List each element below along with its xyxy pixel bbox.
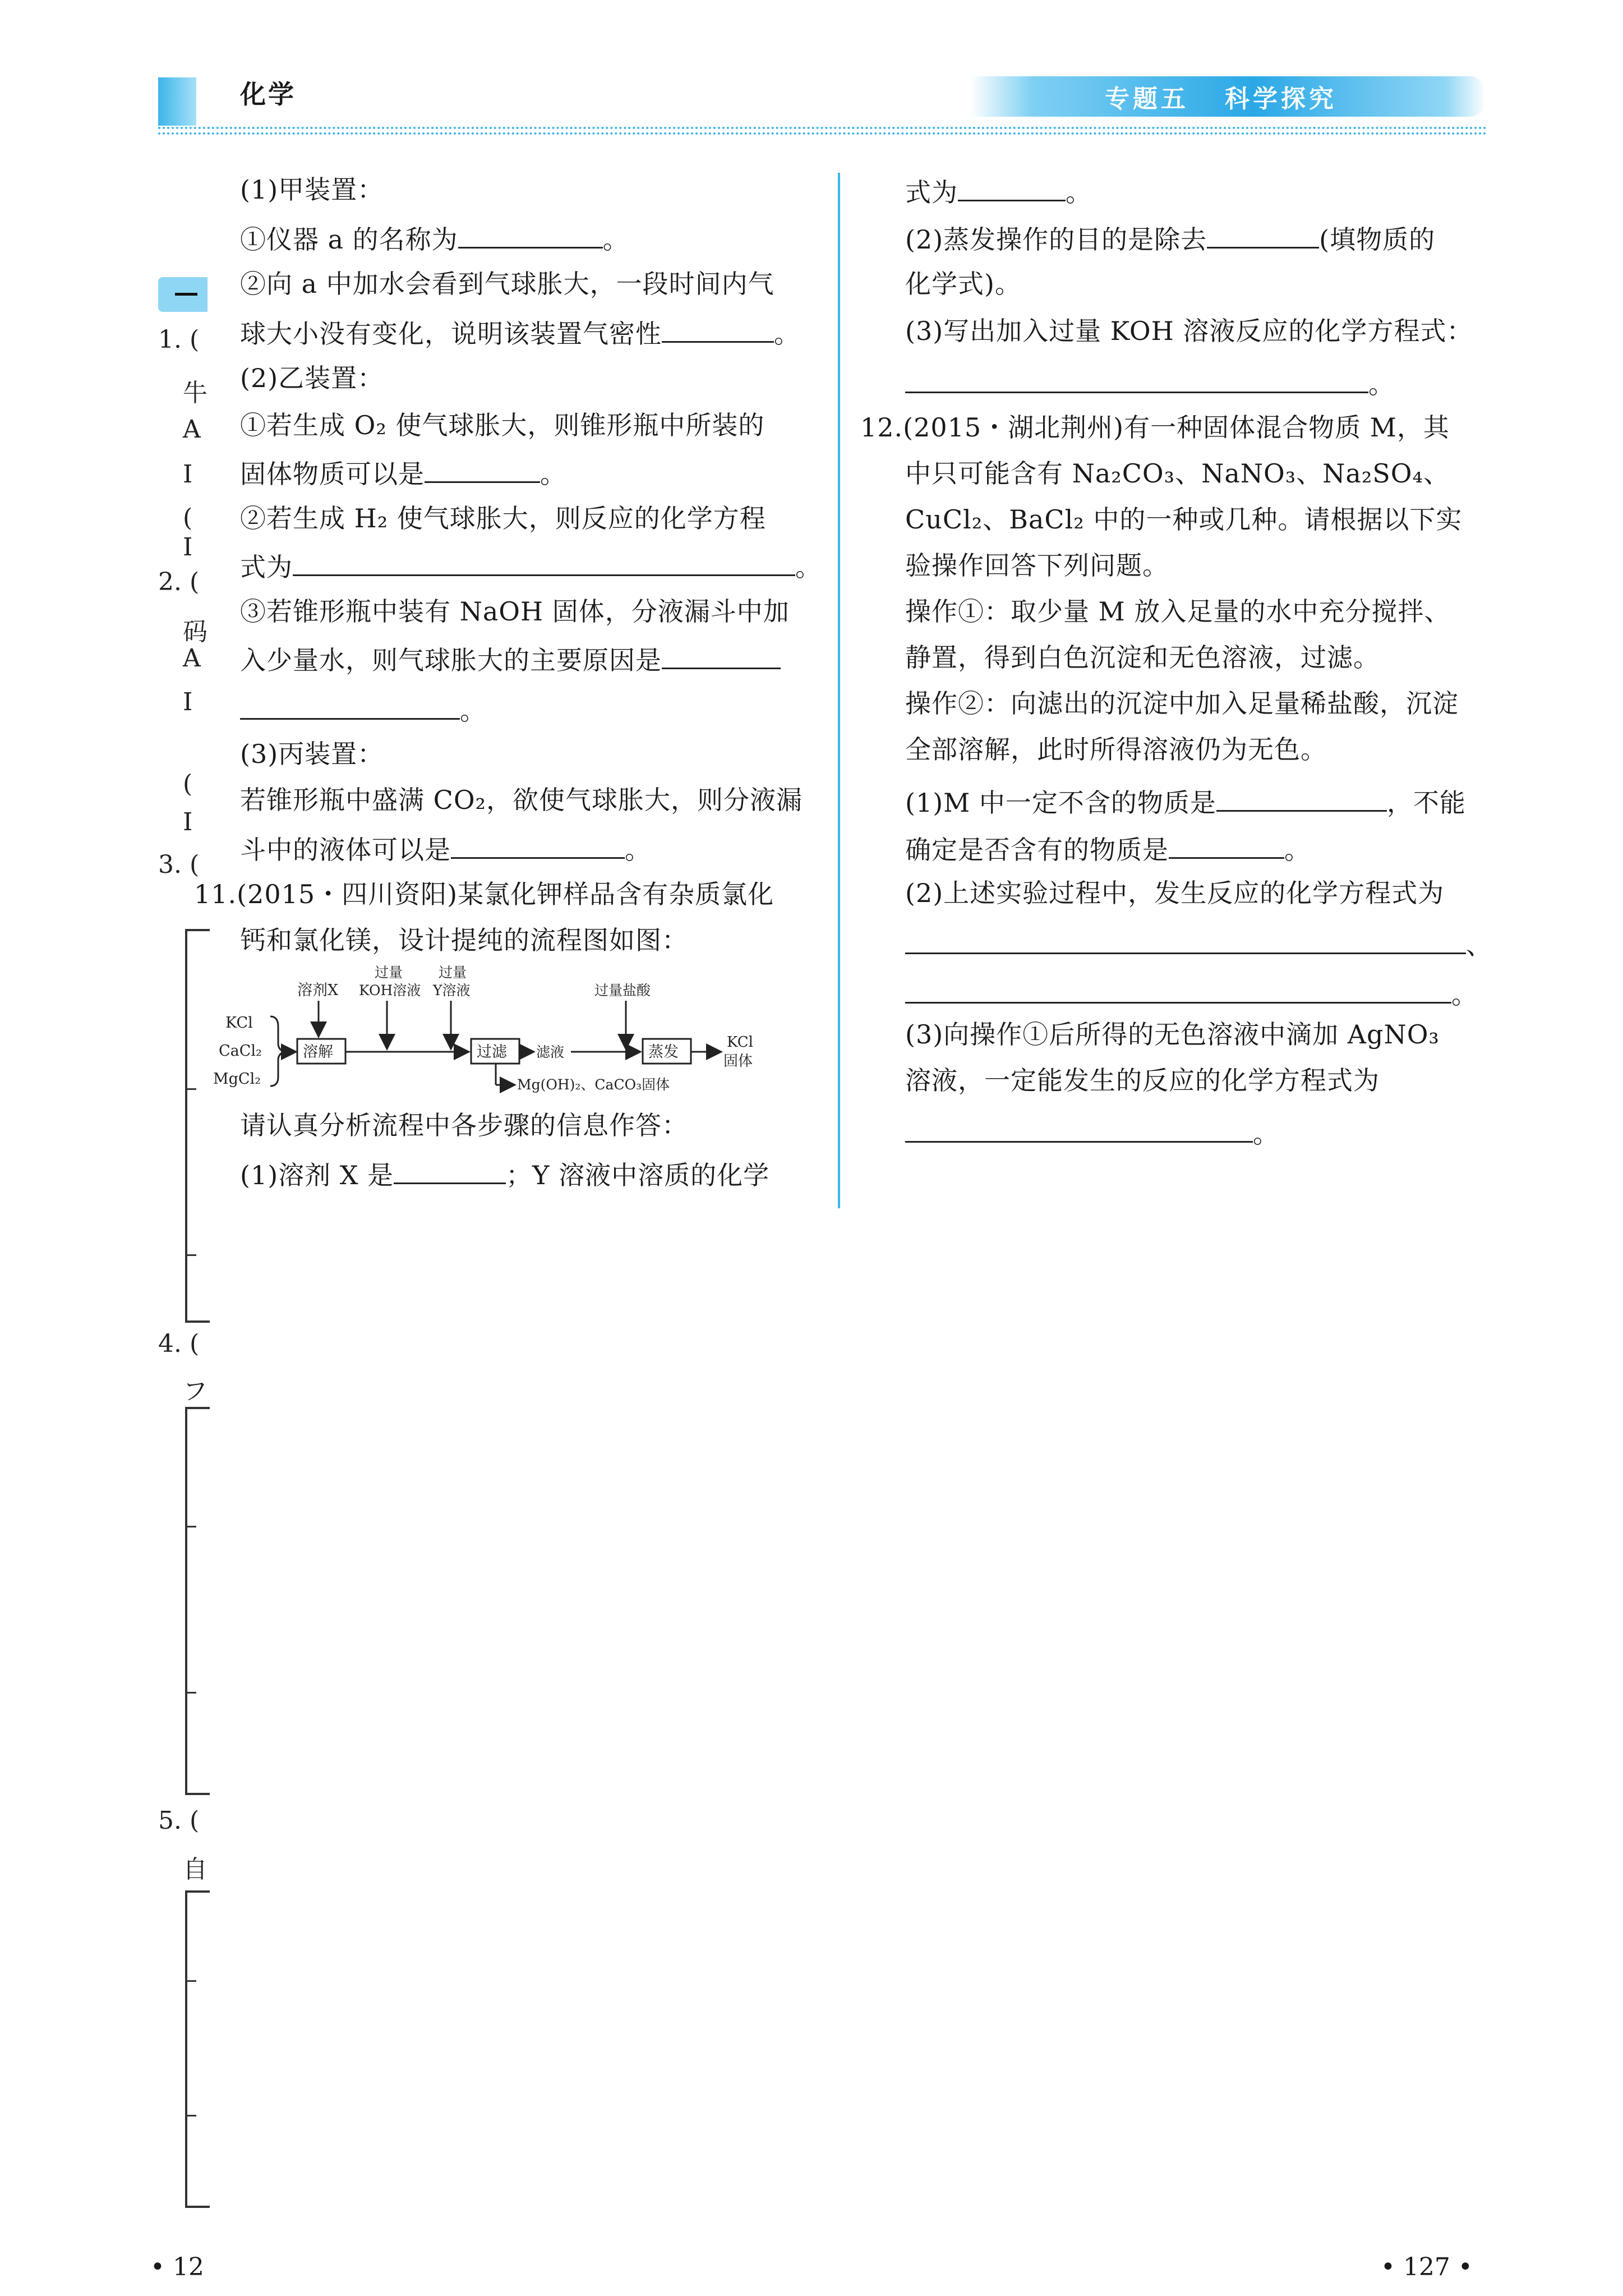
fragment-text: フ — [183, 1377, 208, 1406]
fragment-text: 牛 — [183, 379, 208, 407]
flow-output: KCl — [727, 1034, 753, 1051]
col2-line-21: 。 — [905, 1113, 1279, 1152]
fragment-tick — [186, 1980, 196, 1982]
col2-line-15: 确定是否含有的物质是 。 — [905, 829, 1311, 868]
col1-line-19: (1)溶剂 X 是 ；Y 溶液中溶质的化学 — [240, 1154, 769, 1193]
answer-blank[interactable] — [293, 546, 795, 576]
answer-blank[interactable] — [451, 829, 625, 859]
question-11-title: 11.(2015・四川资阳)某氯化钾样品含有杂质氯化 — [194, 879, 774, 909]
col2-line-7: 中只可能含有 Na₂CO₃、NaNO₃、Na₂SO₄、 — [905, 458, 1450, 489]
col2-line-1: 式为 。 — [905, 172, 1092, 210]
header-divider — [158, 127, 1487, 129]
header-divider-2 — [158, 132, 1487, 135]
answer-blank[interactable] — [662, 639, 781, 669]
flow-reagent-x: 溶剂X — [297, 982, 339, 999]
col1-line-10: ③若锥形瓶中装有 NaOH 固体，分液漏斗中加 — [240, 596, 790, 627]
col2-line-12: 操作②：向滤出的沉淀中加入足量稀盐酸，沉淀 — [905, 688, 1459, 719]
col1-line-17: 钙和氯化镁，设计提纯的流程图如图： — [240, 925, 688, 955]
fragment-tick — [186, 1254, 196, 1256]
fragment-tick — [186, 1692, 196, 1694]
answer-blank[interactable] — [425, 453, 540, 483]
col1-line-13: (3)丙装置： — [240, 739, 384, 769]
fragment-tick — [186, 1088, 196, 1090]
fragment-tick — [186, 2115, 196, 2116]
col2-line-8: CuCl₂、BaCl₂ 中的一种或几种。请根据以下实 — [905, 504, 1463, 535]
col1-line-7: 固体物质可以是 。 — [240, 453, 566, 492]
fragment-text: A — [183, 644, 201, 673]
fragment-text: A — [183, 415, 201, 444]
answer-blank[interactable] — [394, 1154, 506, 1184]
fragment-text: 5. ( — [158, 1806, 200, 1835]
fragment-text: I — [183, 460, 193, 489]
column-divider — [838, 173, 840, 1208]
flow-box-dissolve-label: 溶解 — [303, 1043, 333, 1061]
page-number: • 127 • — [1381, 2253, 1473, 2281]
fragment-text: I — [183, 533, 193, 562]
fragment-bracket — [185, 1890, 210, 2208]
fragment-text: ( — [183, 770, 193, 798]
answer-blank[interactable] — [1207, 219, 1319, 249]
header-topic: 专题五 科学探究 — [1105, 85, 1337, 113]
header-left-tab — [158, 77, 196, 126]
answer-blank[interactable] — [905, 1113, 1253, 1143]
flow-reagent-y-qty: 过量 — [439, 964, 467, 981]
col1-line-2: ①仪器 a 的名称为 。 — [240, 219, 629, 257]
col1-line-11: 入少量水，则气球胀大的主要原因是 — [240, 639, 781, 678]
fragment-bracket — [185, 929, 210, 1323]
fragment-text: 1. ( — [158, 325, 200, 354]
answer-blank[interactable] — [240, 690, 460, 720]
page-number-left: • 12 — [150, 2253, 204, 2281]
col2-line-4: (3)写出加入过量 KOH 溶液反应的化学方程式： — [905, 316, 1473, 346]
col2-line-20: 溶液，一定能发生的反应的化学方程式为 — [905, 1065, 1380, 1096]
flow-precipitate: Mg(OH)₂、CaCO₃固体 — [517, 1076, 670, 1093]
col2-line-16: (2)上述实验过程中，发生反应的化学方程式为 — [905, 878, 1445, 908]
col2-line-17: 、 — [905, 924, 1492, 963]
col1-line-8: ②若生成 H₂ 使气球胀大，则反应的化学方程 — [240, 503, 766, 533]
section-tab-dash — [175, 293, 197, 296]
flow-input-kcl: KCl — [225, 1014, 253, 1032]
flow-reagent-hcl: 过量盐酸 — [594, 982, 651, 999]
col2-line-10: 操作①：取少量 M 放入足量的水中充分搅拌、 — [905, 596, 1451, 627]
flow-box-filter-label: 过滤 — [477, 1043, 507, 1061]
answer-blank[interactable] — [1216, 782, 1387, 812]
fragment-text: I — [183, 808, 193, 836]
col1-line-6: ①若生成 O₂ 使气球胀大，则锥形瓶中所装的 — [240, 410, 765, 440]
flow-reagent-y: Y溶液 — [433, 982, 471, 999]
col1-line-5: (2)乙装置： — [240, 363, 384, 393]
flow-box-evaporate-label: 蒸发 — [648, 1043, 679, 1061]
answer-blank[interactable] — [905, 924, 1466, 954]
fragment-text: 码 — [183, 618, 208, 646]
answer-blank[interactable] — [905, 364, 1368, 393]
col1-line-3: ②向 a 中加水会看到气球胀大，一段时间内气 — [240, 269, 774, 299]
col1-line-18: 请认真分析流程中各步骤的信息作答： — [240, 1110, 688, 1140]
col2-line-19: (3)向操作①后所得的无色溶液中滴加 AgNO₃ — [905, 1019, 1440, 1050]
answer-blank[interactable] — [905, 974, 1451, 1004]
fragment-tick — [186, 1526, 196, 1527]
flow-reagent-koh: KOH溶液 — [359, 982, 421, 999]
col2-line-13: 全部溶解，此时所得溶液仍为无色。 — [905, 734, 1327, 765]
col1-line-12: 。 — [240, 690, 486, 729]
question-12-title: 12.(2015・湖北荆州)有一种固体混合物质 M，其 — [860, 412, 1450, 443]
col2-line-5: 。 — [905, 364, 1395, 402]
col2-line-11: 静置，得到白色沉淀和无色溶液，过滤。 — [905, 642, 1380, 673]
col2-line-2: (2)蒸发操作的目的是除去 (填物质的 — [905, 219, 1435, 257]
col2-line-9: 验操作回答下列问题。 — [905, 550, 1169, 581]
purification-flowchart — [213, 964, 808, 1099]
flow-reagent-koh-qty: 过量 — [375, 964, 403, 981]
flow-output-solid: 固体 — [723, 1053, 753, 1070]
answer-blank[interactable] — [958, 172, 1066, 201]
fragment-text: 2. ( — [158, 568, 200, 596]
col1-line-15: 斗中的液体可以是 。 — [240, 829, 651, 868]
col2-line-3: 化学式)。 — [905, 269, 1021, 299]
fragment-bracket — [185, 1407, 210, 1795]
fragment-text: 3. ( — [158, 850, 200, 879]
answer-blank[interactable] — [1169, 829, 1284, 859]
fragment-text: 4. ( — [158, 1329, 200, 1358]
flow-input-cacl2: CaCl₂ — [219, 1042, 262, 1060]
col1-line-4: 球大小没有变化，说明该装置气密性 。 — [240, 313, 800, 352]
col2-line-18: 。 — [905, 974, 1478, 1013]
fragment-text: I — [183, 688, 193, 716]
col2-line-14: (1)M 中一定不含的物质是 ，不能 — [905, 782, 1466, 821]
answer-blank[interactable] — [662, 313, 774, 343]
col1-line-9: 式为 。 — [240, 546, 822, 585]
col1-line-1: (1)甲装置： — [240, 174, 384, 205]
fragment-text: ( — [183, 504, 193, 532]
col1-line-14: 若锥形瓶中盛满 CO₂，欲使气球胀大，则分液漏 — [240, 785, 803, 815]
answer-blank[interactable] — [458, 219, 603, 249]
header-subject: 化学 — [240, 79, 296, 109]
flow-input-mgcl2: MgCl₂ — [213, 1070, 261, 1088]
fragment-text: 自 — [183, 1855, 208, 1884]
flow-filtrate: 滤液 — [536, 1044, 565, 1060]
